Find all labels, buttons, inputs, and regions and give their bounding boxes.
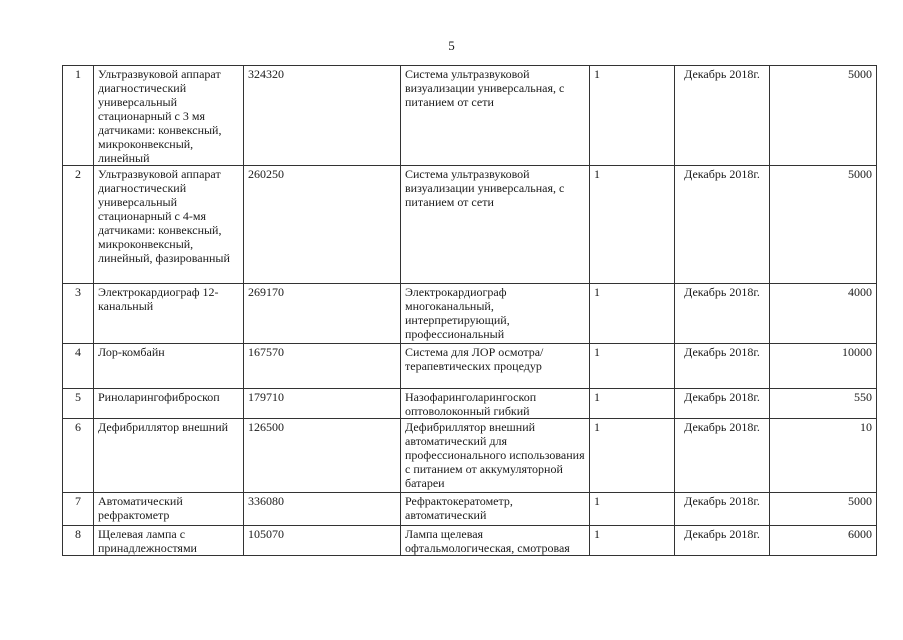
equipment-description: Система для ЛОР осмотра/терапевтических процедур (401, 344, 590, 389)
table-row (63, 526, 877, 556)
equipment-amount: 10000 (770, 344, 877, 389)
equipment-code: 324320 (244, 66, 401, 166)
equipment-name: Автоматический рефрактометр (94, 493, 244, 526)
equipment-table (62, 65, 877, 556)
equipment-code: 126500 (244, 419, 401, 493)
delivery-date: Декабрь 2018г. (675, 344, 770, 389)
equipment-description: Назофаринголарингоскоп оптоволоконный гибкий (401, 389, 590, 419)
equipment-code: 269170 (244, 284, 401, 344)
equipment-amount: 6000 (770, 526, 877, 556)
table-row (63, 344, 877, 389)
equipment-name: Щелевая лампа с принадлежностями (94, 526, 244, 556)
equipment-amount: 5000 (770, 493, 877, 526)
equipment-description: Электрокардиограф многоканальный, интерпретирующий, профессиональный (401, 284, 590, 344)
equipment-amount: 5000 (770, 66, 877, 166)
equipment-quantity: 1 (590, 419, 675, 493)
equipment-name: Риноларингофиброскоп (94, 389, 244, 419)
equipment-description: Система ультразвуковой визуализации универсальная, с питанием от сети (401, 66, 590, 166)
delivery-date: Декабрь 2018г. (675, 166, 770, 284)
equipment-amount: 550 (770, 389, 877, 419)
equipment-quantity: 1 (590, 344, 675, 389)
row-number: 5 (63, 389, 94, 419)
table-row (63, 284, 877, 344)
equipment-quantity: 1 (590, 66, 675, 166)
row-number: 1 (63, 66, 94, 166)
delivery-date: Декабрь 2018г. (675, 389, 770, 419)
delivery-date: Декабрь 2018г. (675, 526, 770, 556)
row-number: 2 (63, 166, 94, 284)
equipment-amount: 4000 (770, 284, 877, 344)
table-row (63, 66, 877, 166)
equipment-name: Ультразвуковой аппарат диагностический универсальный стационарный с 3 мя датчиками: конвексный, микроконвексный, линейный (94, 66, 244, 166)
equipment-name: Лор-комбайн (94, 344, 244, 389)
delivery-date: Декабрь 2018г. (675, 284, 770, 344)
equipment-quantity: 1 (590, 526, 675, 556)
equipment-quantity: 1 (590, 389, 675, 419)
equipment-amount: 10 (770, 419, 877, 493)
equipment-description: Рефрактокератометр, автоматический (401, 493, 590, 526)
row-number: 3 (63, 284, 94, 344)
equipment-quantity: 1 (590, 284, 675, 344)
equipment-description: Система ультразвуковой визуализации универсальная, с питанием от сети (401, 166, 590, 284)
equipment-name: Дефибриллятор внешний (94, 419, 244, 493)
table-row (63, 419, 877, 493)
equipment-description: Лампа щелевая офтальмологическая, смотровая (401, 526, 590, 556)
row-number: 6 (63, 419, 94, 493)
equipment-amount: 5000 (770, 166, 877, 284)
row-number: 8 (63, 526, 94, 556)
equipment-quantity: 1 (590, 493, 675, 526)
table-row (63, 166, 877, 284)
equipment-code: 105070 (244, 526, 401, 556)
delivery-date: Декабрь 2018г. (675, 493, 770, 526)
equipment-code: 260250 (244, 166, 401, 284)
equipment-code: 336080 (244, 493, 401, 526)
delivery-date: Декабрь 2018г. (675, 66, 770, 166)
equipment-description: Дефибриллятор внешний автоматический для профессионального использования с питанием от аккумуляторной батареи (401, 419, 590, 493)
table-row (63, 493, 877, 526)
row-number: 4 (63, 344, 94, 389)
equipment-name: Электрокардиограф 12-канальный (94, 284, 244, 344)
equipment-code: 179710 (244, 389, 401, 419)
equipment-name: Ультразвуковой аппарат диагностический универсальный стационарный с 4-мя датчиками: конвексный, микроконвексный, линейный, фазированный (94, 166, 244, 284)
delivery-date: Декабрь 2018г. (675, 419, 770, 493)
row-number: 7 (63, 493, 94, 526)
equipment-quantity: 1 (590, 166, 675, 284)
table-row (63, 389, 877, 419)
equipment-code: 167570 (244, 344, 401, 389)
page-number: 5 (448, 38, 455, 53)
